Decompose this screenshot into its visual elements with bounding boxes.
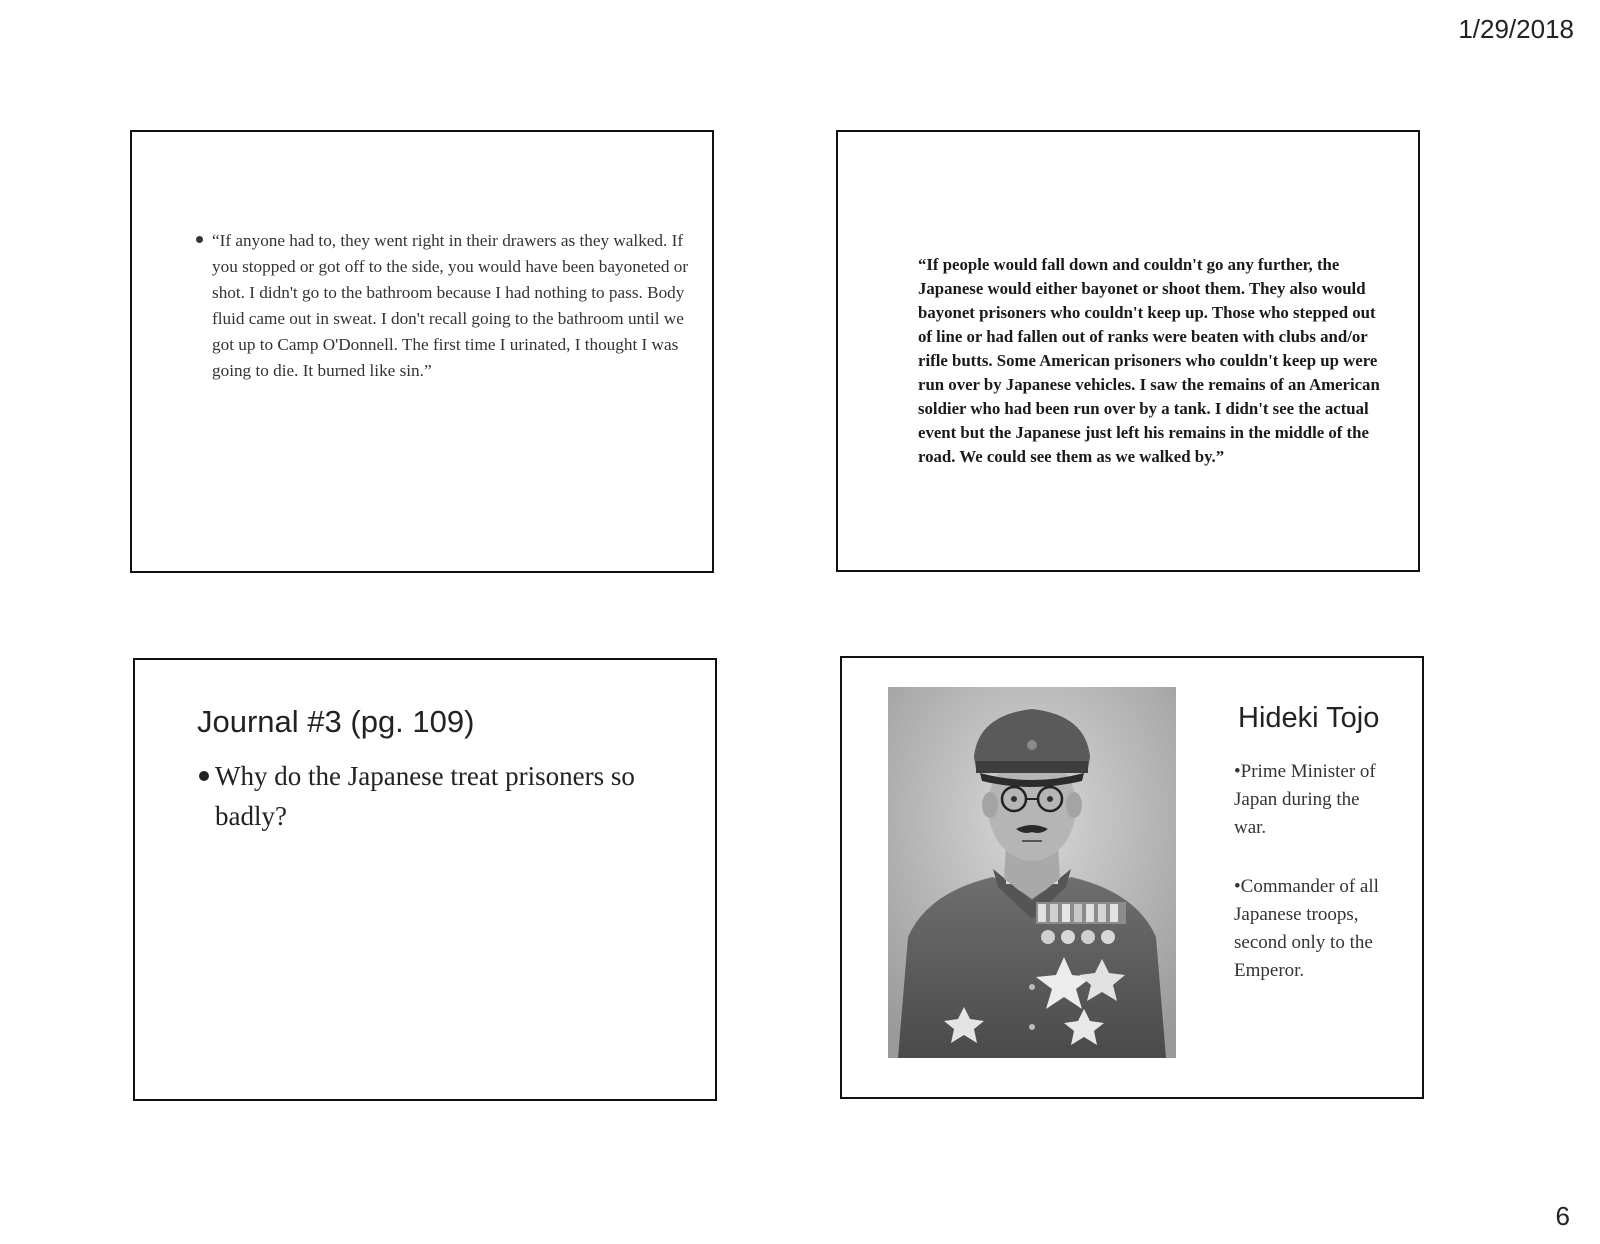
slide3-question-bullet <box>197 756 695 836</box>
bullet-dot-icon <box>196 236 203 243</box>
slide3-question-text: Why do the Japanese treat prisoners so badly? <box>215 761 635 831</box>
slide1-quote-bullet <box>196 228 694 384</box>
page-number: 6 <box>1555 1201 1570 1231</box>
slide2-quote-text: “If people would fall down and couldn't go any further, the Japanese would either bayonet or shoot them. They also would bayonet prisoners who couldn't keep up. Those who stepped out of line or had fallen out of ranks were beaten with clubs and/or rifle butts. Some American prisoners who couldn't keep up were run over by Japanese vehicles. I saw the remains of an American soldier who had been run over by a tank. I didn't see the actual event but the Japanese just left his remains in the middle of the road. We could see them as we walked by.” <box>918 255 1380 466</box>
slide3-title: Journal #3 (pg. 109) <box>197 704 475 739</box>
slide4-bullet-2: •Commander of all Japanese troops, second only to the Emperor. <box>1234 876 1379 981</box>
print-date: 1/29/2018 <box>1458 14 1574 44</box>
slide1-quote-text: “If anyone had to, they went right in their drawers as they walked. If you stopped or got off to the side, you would have been bayoneted or shot. I didn't go to the bathroom because I had nothing to pass. Body fluid came out in sweat. I don't recall going to the bathroom until we got up to Camp O'Donnell. The first time I urinated, I thought I was going to die. It burned like sin.” <box>212 231 689 380</box>
slide-thumbnail-1 <box>130 130 714 573</box>
portrait-photo <box>888 687 1176 1058</box>
slide-thumbnail-2 <box>836 130 1420 572</box>
slide4-bullet-1: •Prime Minister of Japan during the war. <box>1234 761 1376 838</box>
slide-thumbnail-3 <box>133 658 717 1101</box>
slide-thumbnail-4 <box>840 656 1424 1099</box>
bullet-dot-icon <box>199 771 209 781</box>
slide4-title: Hideki Tojo <box>1238 702 1380 734</box>
